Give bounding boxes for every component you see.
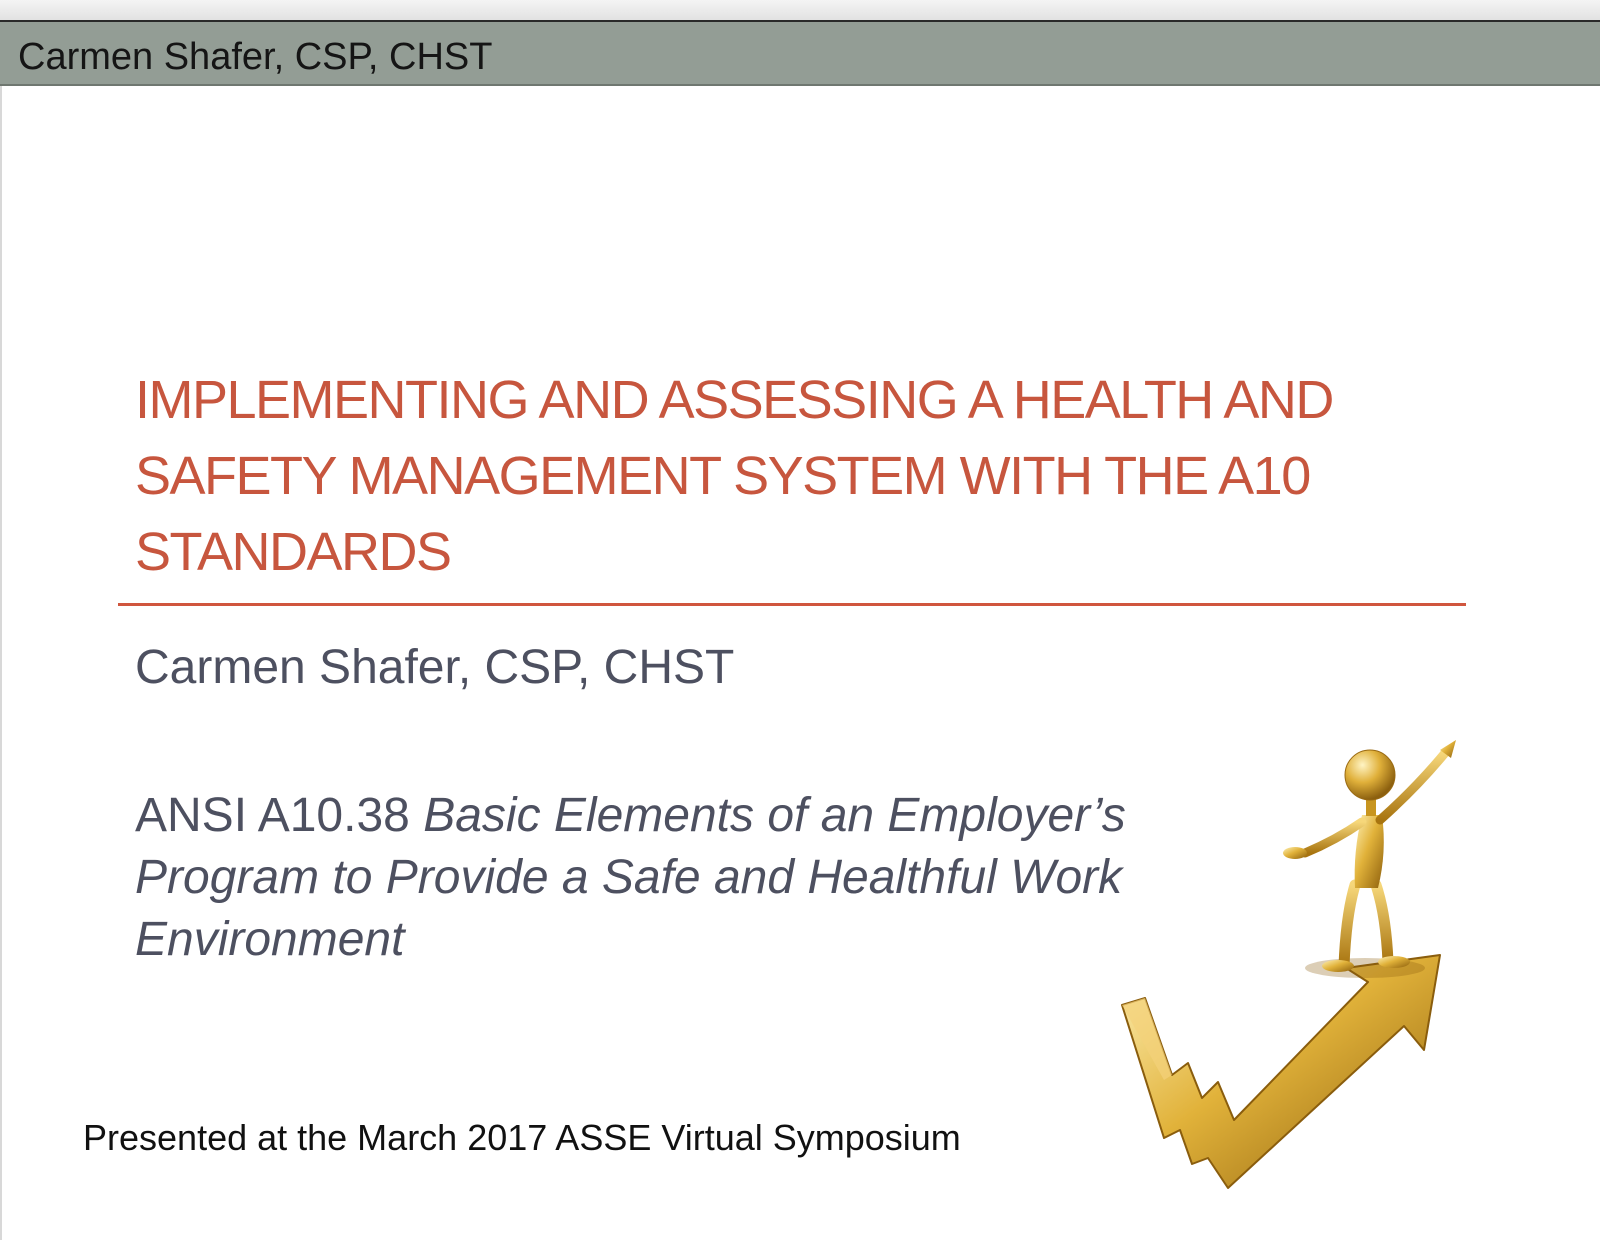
presentation-note: Presented at the March 2017 ASSE Virtual Symposium [83, 1117, 961, 1158]
window-top-edge [0, 0, 1600, 22]
rising-arrow-icon [1122, 955, 1440, 1188]
subtitle-standard-code: ANSI A10.38 [135, 789, 424, 842]
slide-author: Carmen Shafer, CSP, CHST [135, 641, 735, 694]
slide-title: IMPLEMENTING AND ASSESSING A HEALTH AND SAFETY MANAGEMENT SYSTEM WITH THE A10 STANDARDS [135, 370, 1333, 582]
title-divider [118, 603, 1466, 606]
slide-subtitle [135, 785, 1135, 971]
left-border [0, 86, 2, 1240]
gold-figure-icon [1283, 740, 1456, 978]
subtitle-standard-name: Basic Elements of an Employer’s Program to Provide a Safe and Healthful Work Environment [135, 789, 1126, 966]
header-author-label: Carmen Shafer, CSP, CHST [18, 36, 493, 78]
gold-figure-rising-arrow-illustration [1100, 720, 1500, 1190]
